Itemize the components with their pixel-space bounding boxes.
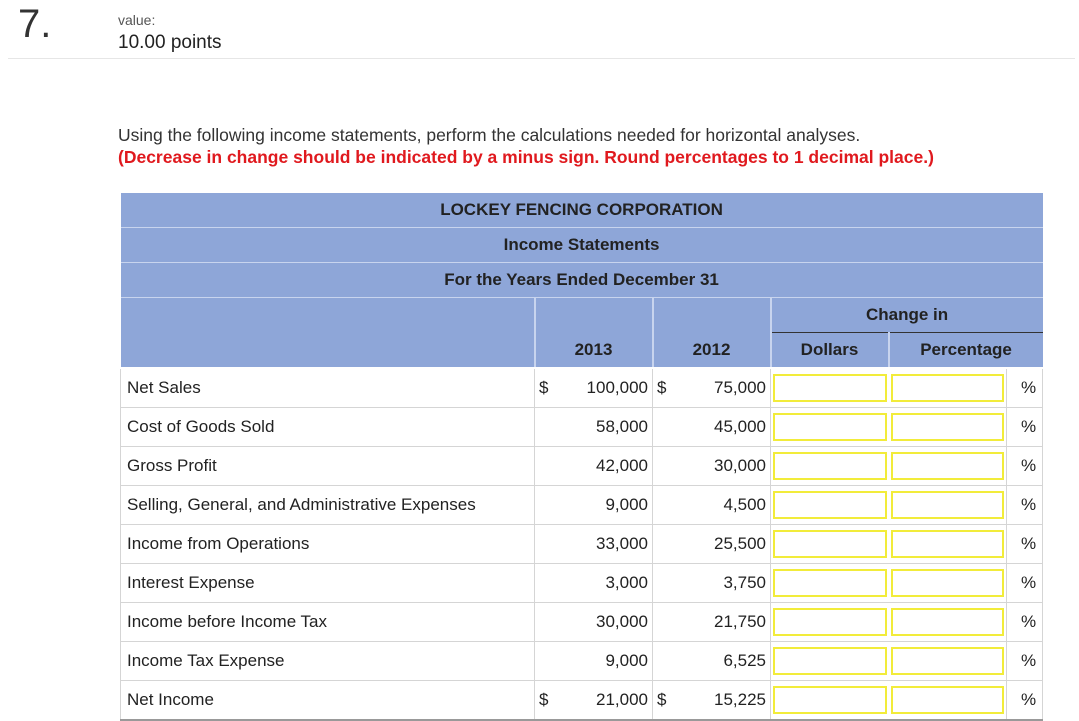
currency-2012 <box>653 564 677 603</box>
currency-2013: $ <box>535 681 561 721</box>
currency-2012 <box>653 642 677 681</box>
statement-period: For the Years Ended December 31 <box>121 263 1043 298</box>
header-blank-2012 <box>653 298 771 333</box>
dollars-cell <box>771 408 889 447</box>
value-2013: 9,000 <box>561 486 653 525</box>
dollars-change-input[interactable] <box>773 530 887 558</box>
row-label: Net Sales <box>121 368 535 408</box>
percentage-change-input[interactable] <box>891 647 1005 675</box>
percentage-change-input[interactable] <box>891 413 1005 441</box>
percentage-cell <box>889 642 1007 681</box>
currency-2012 <box>653 408 677 447</box>
row-label: Income Tax Expense <box>121 642 535 681</box>
percent-sign: % <box>1007 486 1043 525</box>
percentage-change-input[interactable] <box>891 608 1005 636</box>
dollars-cell <box>771 642 889 681</box>
company-name: LOCKEY FENCING CORPORATION <box>121 193 1043 228</box>
statement-title: Income Statements <box>121 228 1043 263</box>
header-label-blank <box>121 333 535 369</box>
value-2012: 3,750 <box>677 564 771 603</box>
percentage-cell <box>889 564 1007 603</box>
instructions-warning: (Decrease in change should be indicated by a minus sign. Round percentages to 1 decimal place.) <box>118 147 934 167</box>
value-2013: 30,000 <box>561 603 653 642</box>
change-in-header: Change in <box>771 298 1043 333</box>
dollars-change-input[interactable] <box>773 569 887 597</box>
currency-2012 <box>653 603 677 642</box>
row-label: Cost of Goods Sold <box>121 408 535 447</box>
percentage-change-input[interactable] <box>891 686 1005 714</box>
percentage-change-input[interactable] <box>891 374 1005 402</box>
col-header-percentage: Percentage <box>889 333 1043 369</box>
currency-2013 <box>535 642 561 681</box>
percentage-cell <box>889 368 1007 408</box>
percentage-cell <box>889 603 1007 642</box>
percentage-change-input[interactable] <box>891 530 1005 558</box>
currency-2013 <box>535 408 561 447</box>
percent-sign: % <box>1007 408 1043 447</box>
currency-2013 <box>535 564 561 603</box>
dollars-change-input[interactable] <box>773 374 887 402</box>
percentage-change-input[interactable] <box>891 569 1005 597</box>
row-label: Income from Operations <box>121 525 535 564</box>
question-number: 7. <box>18 2 52 46</box>
points-value: 10.00 points <box>118 32 222 53</box>
currency-2012 <box>653 447 677 486</box>
value-2012: 4,500 <box>677 486 771 525</box>
percent-sign: % <box>1007 642 1043 681</box>
percent-sign: % <box>1007 368 1043 408</box>
percent-sign: % <box>1007 603 1043 642</box>
percentage-cell <box>889 681 1007 721</box>
percentage-cell <box>889 486 1007 525</box>
percent-sign: % <box>1007 681 1043 721</box>
dollars-change-input[interactable] <box>773 686 887 714</box>
col-header-2012: 2012 <box>653 333 771 369</box>
header-blank <box>121 298 535 333</box>
percent-sign: % <box>1007 564 1043 603</box>
value-2013: 33,000 <box>561 525 653 564</box>
percentage-change-input[interactable] <box>891 452 1005 480</box>
col-header-dollars: Dollars <box>771 333 889 369</box>
dollars-change-input[interactable] <box>773 647 887 675</box>
value-2013: 9,000 <box>561 642 653 681</box>
col-header-2013: 2013 <box>535 333 653 369</box>
value-2013: 42,000 <box>561 447 653 486</box>
currency-2013 <box>535 447 561 486</box>
value-2012: 6,525 <box>677 642 771 681</box>
instructions <box>118 124 934 168</box>
dollars-cell <box>771 564 889 603</box>
dollars-change-input[interactable] <box>773 608 887 636</box>
dollars-cell <box>771 681 889 721</box>
currency-2012 <box>653 525 677 564</box>
value-label: value: <box>118 12 156 28</box>
instructions-text: Using the following income statements, perform the calculations needed for horizontal analyses. <box>118 125 861 145</box>
percentage-cell <box>889 525 1007 564</box>
currency-2012: $ <box>653 368 677 408</box>
percentage-change-input[interactable] <box>891 491 1005 519</box>
dollars-cell <box>771 486 889 525</box>
currency-2013: $ <box>535 368 561 408</box>
value-2013: 21,000 <box>561 681 653 721</box>
percent-sign: % <box>1007 525 1043 564</box>
value-2012: 30,000 <box>677 447 771 486</box>
dollars-change-input[interactable] <box>773 413 887 441</box>
table-row <box>121 368 1043 408</box>
value-2013: 100,000 <box>561 368 653 408</box>
value-2012: 15,225 <box>677 681 771 721</box>
divider <box>8 58 1075 59</box>
dollars-cell <box>771 368 889 408</box>
dollars-cell <box>771 447 889 486</box>
table-row <box>121 408 1043 447</box>
row-label: Interest Expense <box>121 564 535 603</box>
currency-2012: $ <box>653 681 677 721</box>
table-row <box>121 642 1043 681</box>
currency-2012 <box>653 486 677 525</box>
dollars-change-input[interactable] <box>773 452 887 480</box>
value-2012: 75,000 <box>677 368 771 408</box>
value-2012: 21,750 <box>677 603 771 642</box>
value-2013: 58,000 <box>561 408 653 447</box>
row-label: Income before Income Tax <box>121 603 535 642</box>
percentage-cell <box>889 408 1007 447</box>
table-row <box>121 564 1043 603</box>
table-row <box>121 603 1043 642</box>
income-statement-table <box>120 193 1043 721</box>
currency-2013 <box>535 525 561 564</box>
row-label: Net Income <box>121 681 535 721</box>
table-row <box>121 447 1043 486</box>
currency-2013 <box>535 486 561 525</box>
row-label: Gross Profit <box>121 447 535 486</box>
value-2012: 25,500 <box>677 525 771 564</box>
dollars-cell <box>771 603 889 642</box>
value-2013: 3,000 <box>561 564 653 603</box>
dollars-cell <box>771 525 889 564</box>
dollars-change-input[interactable] <box>773 491 887 519</box>
currency-2013 <box>535 603 561 642</box>
table-row <box>121 486 1043 525</box>
row-label: Selling, General, and Administrative Expenses <box>121 486 535 525</box>
table-row <box>121 525 1043 564</box>
percent-sign: % <box>1007 447 1043 486</box>
header-blank-2013 <box>535 298 653 333</box>
percentage-cell <box>889 447 1007 486</box>
table-row <box>121 681 1043 721</box>
value-2012: 45,000 <box>677 408 771 447</box>
